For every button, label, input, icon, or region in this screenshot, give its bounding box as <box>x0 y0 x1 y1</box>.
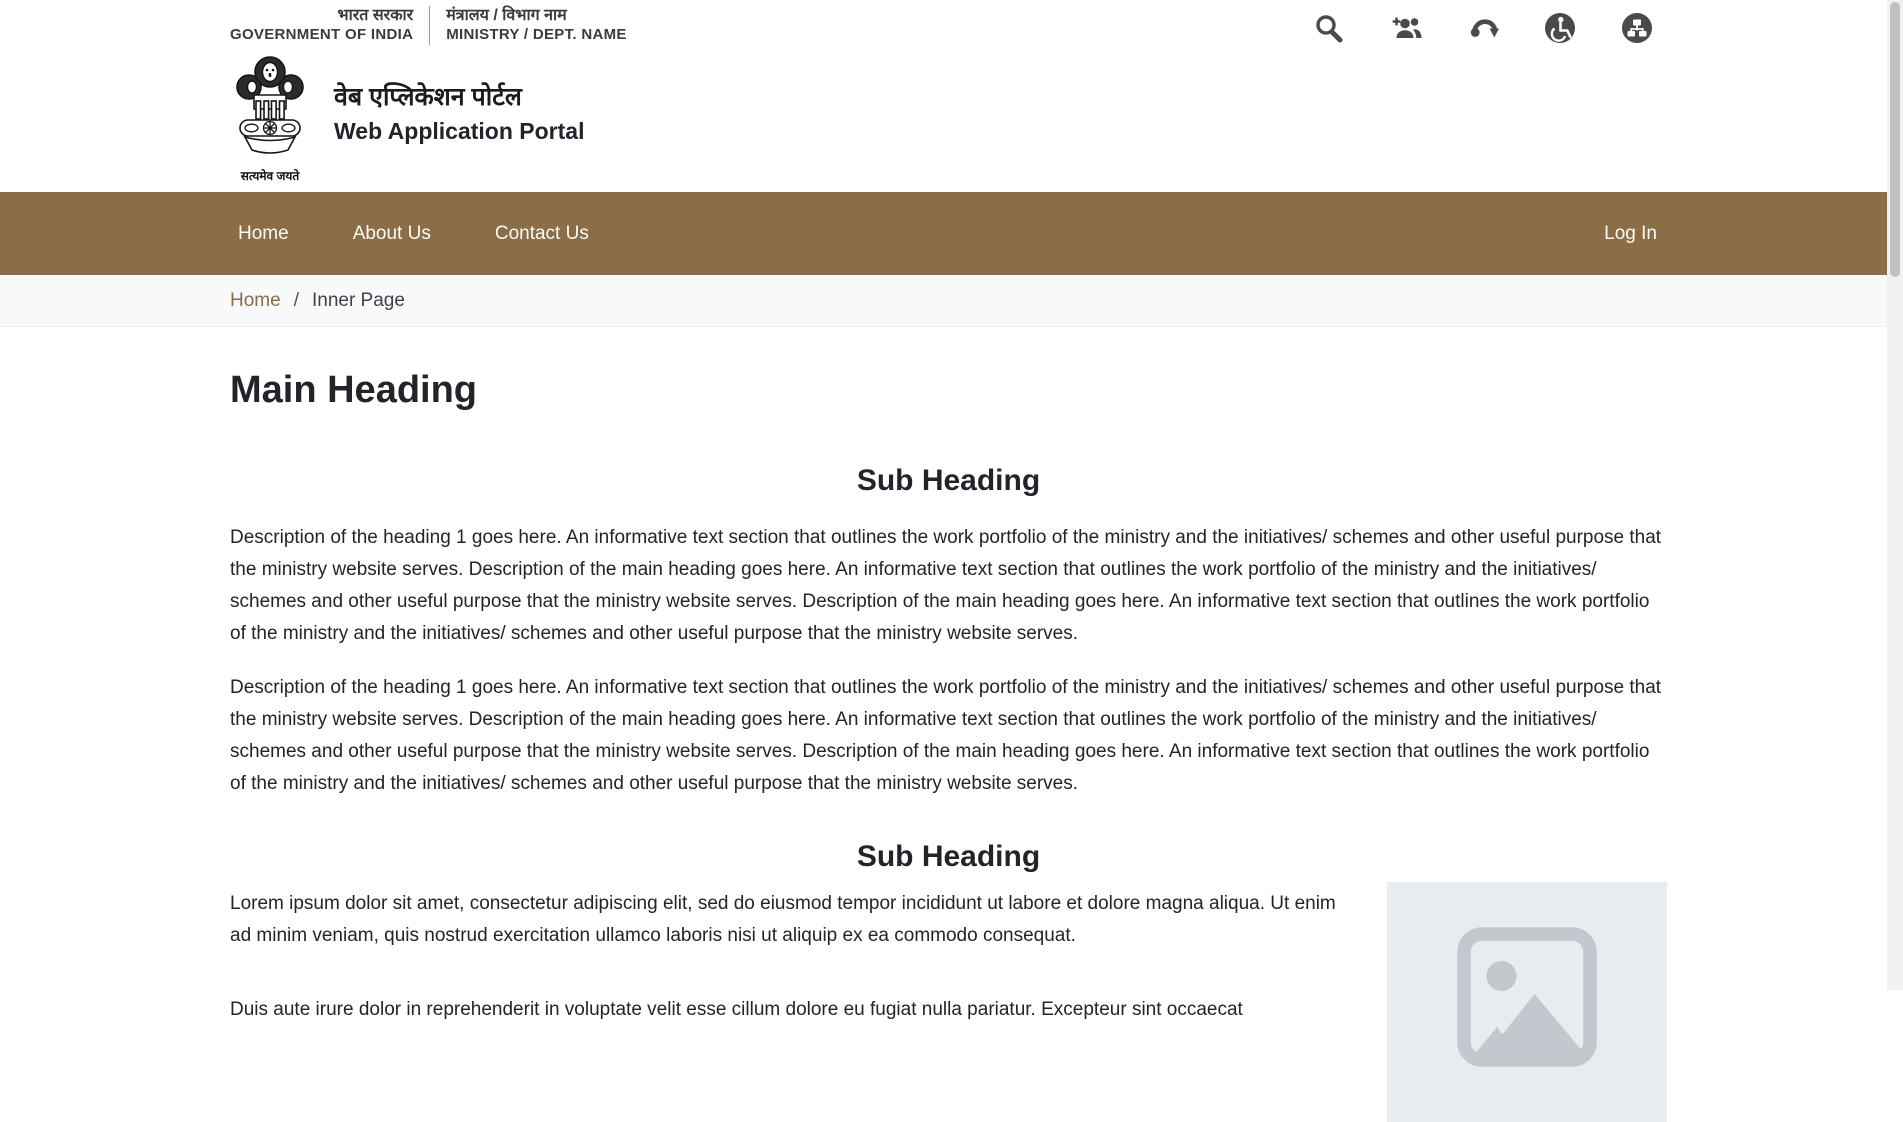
branding <box>230 49 1667 184</box>
section-1-paragraph-1: Description of the heading 1 goes here. An informative text section that outlines the work portfolio of the ministry and the initiatives/ schemes and other useful purpose that the ministry website serves. Description of the main heading goes here. An informative text section that outlines the work portfolio of the ministry and the initiatives/ schemes and other useful purpose that the ministry website serves. Description of the main heading goes here. An informative text section that outlines the work portfolio of the ministry and the initiatives/ schemes and other useful purpose that the ministry website serves. <box>230 527 1662 644</box>
breadcrumb-home-link[interactable]: Home <box>230 290 281 311</box>
portal-title-block <box>334 49 584 184</box>
section-2-text-column <box>230 882 1345 1122</box>
breadcrumb-bar <box>0 275 1903 327</box>
topbar <box>230 0 1667 45</box>
scrollbar-thumb[interactable] <box>1890 2 1900 277</box>
nav-menu <box>230 223 589 245</box>
page-title: Main Heading <box>230 369 478 411</box>
nav-item-contact-us[interactable]: Contact Us <box>494 222 589 244</box>
government-identity <box>230 6 627 45</box>
content-section-1 <box>230 464 1667 800</box>
accessibility-icon[interactable] <box>1544 12 1576 44</box>
main-navigation <box>0 192 1903 275</box>
add-users-icon[interactable] <box>1390 12 1422 44</box>
emblem-block <box>230 49 310 184</box>
emblem-motto: सत्यमेव जयते <box>240 168 300 183</box>
nav-item-about-us[interactable]: About Us <box>352 222 431 244</box>
image-placeholder <box>1387 882 1667 1122</box>
content-section-2 <box>230 840 1667 1122</box>
curved-arrow-icon[interactable] <box>1467 12 1499 44</box>
section-2-paragraph-1: Lorem ipsum dolor sit amet, consectetur adipiscing elit, sed do eiusmod tempor incididunt ut labore et dolore magna aliqua. Ut enim ad minim veniam, quis nostrud exercitation ullamco laboris nisi ut aliquip ex ea commodo consequat. <box>230 893 1336 946</box>
breadcrumb-separator: / <box>293 290 299 311</box>
ministry-hindi-label: मंत्रालय / विभाग नाम <box>446 7 567 24</box>
site-header <box>0 0 1903 192</box>
section-2-paragraph-2: Duis aute irure dolor in reprehenderit in voluptate velit esse cillum dolore eu fugiat nulla pariatur. Excepteur sint occaecat <box>230 999 1243 1020</box>
section-1-title: Sub Heading <box>856 464 1041 497</box>
section-1-paragraph-2: Description of the heading 1 goes here. An informative text section that outlines the work portfolio of the ministry and the initiatives/ schemes and other useful purpose that the ministry website serves. Description of the main heading goes here. An informative text section that outlines the work portfolio of the ministry and the initiatives/ schemes and other useful purpose that the ministry website serves. Description of the main heading goes here. An informative text section that outlines the work portfolio of the ministry and the initiatives/ schemes and other useful purpose that the ministry website serves. <box>230 677 1662 794</box>
sitemap-icon[interactable] <box>1621 12 1653 44</box>
ministry-english-label: MINISTRY / DEPT. NAME <box>446 26 627 43</box>
image-placeholder-icon <box>1452 922 1602 1072</box>
portal-title-english: Web Application Portal <box>334 117 585 144</box>
breadcrumb <box>230 275 1667 327</box>
government-of-india-block <box>230 6 430 45</box>
header-utility-icons <box>1313 6 1667 44</box>
government-hindi-label: भारत सरकार <box>337 7 414 24</box>
vertical-scrollbar[interactable] <box>1887 0 1903 990</box>
portal-title-hindi: वेब एप्लिकेशन पोर्टल <box>334 82 522 111</box>
section-2-title: Sub Heading <box>856 840 1041 873</box>
government-english-label: GOVERNMENT OF INDIA <box>230 26 414 43</box>
breadcrumb-current-page: Inner Page <box>311 290 405 311</box>
ministry-name-block <box>430 6 626 45</box>
nav-item-home[interactable]: Home <box>238 222 289 244</box>
search-icon[interactable] <box>1313 12 1345 44</box>
emblem-of-india-logo <box>232 49 308 161</box>
main-content <box>230 369 1667 1122</box>
login-link[interactable]: Log In <box>1604 222 1657 244</box>
